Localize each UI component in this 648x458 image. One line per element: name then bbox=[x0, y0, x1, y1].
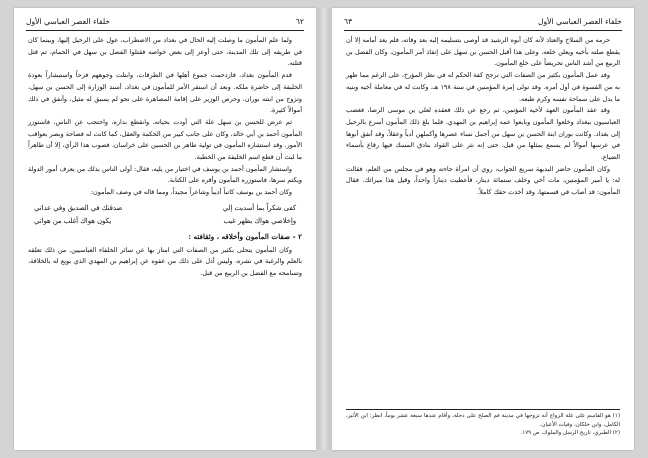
footnote: (٢) الطبري، تاريخ الرسل والملوك، ص ١٧٩. bbox=[520, 430, 620, 437]
paragraph: وقد عمل المأمون بكثير من الصفات التي ترجح كفة الحكم له في نظر المؤرخ، على الرغم مما ظهر به من القسوة في أول أمره. وقد تولى إمرة المؤمنين في سنة ١٩٨ هـ، وكانت له في معاملة أخيه وبنيه ما يدل على سماحة نفسه وكرم طبعه. bbox=[346, 71, 620, 103]
paragraph: قدم المأمون بغداد، فازدحمت جموع أهلها في الطرقات، وابتلت وجوههم فرحاً واستبشاراً بعودة الخليفة إلى حاضرة ملكه. وبعد أن استقر الأمر للمأمون في بغداد، أسند الوزارة إلى الحسن بن سهل، وتزوج من ابنته بوران. وحرص الوزير على إقامة المصاهرة على نحو لم يسبق له مثيل، وأنفق في ذلك أموالاً كثيرة. bbox=[28, 71, 302, 115]
running-title: خلفاء العصر العباسي الأول bbox=[537, 17, 622, 26]
page-body bbox=[28, 35, 302, 434]
page-body bbox=[346, 35, 620, 388]
paragraph: وكان المأمون يتحلى بكثير من الصفات التي امتاز بها عن سائر الخلفاء العباسيين. من ذلك تعلقه بالعلم والرغبة في نشره. وليس أدل على ذلك من عفوه عن إبراهيم بن المهدي الذي بويع له بالخلافة، وتسامحه مع الفضل بن الربيع من قبل. bbox=[28, 245, 302, 277]
running-title: خلفاء العصر العباسي الأول bbox=[26, 17, 111, 26]
page-number: ٦٢ bbox=[295, 17, 304, 26]
verse-hemistich: صدقتك في الصديق وفي عداتي bbox=[34, 203, 123, 212]
section-heading: ٢ - صفات المأمون وأخلاقه ، وثقافته : bbox=[188, 231, 302, 241]
page-header bbox=[26, 16, 304, 31]
verse-hemistich: وإخلاصي هواك بظهر غيب bbox=[223, 216, 296, 225]
paragraph: وقد عقد المأمون العهد لأخيه المؤتمن، ثم رجع عن ذلك فعقده لعلي بن موسى الرضا، فغضب العباسيون ببغداد وخلعوا المأمون وبايعوا عمه إبراهيم بن المهدي، فلما بلغ ذلك المأمون أسرع بالرحيل إلى بغداد. وكانت بوران ابنة الحسن بن سهل من أجمل نساء عصرها وأكملهن أدباً وعقلاً، وقد أنفق أبوها في عرسها أموالاً لم يسمع بمثلها من قبل، حتى إنه نثر على القواد بنادق المسك فيها رقاع بأسماء الضياع. bbox=[346, 106, 620, 162]
poem-verse bbox=[28, 202, 302, 215]
footnotes bbox=[346, 409, 620, 438]
page-number: ٦٣ bbox=[344, 17, 353, 26]
paragraph: ولما علم المأمون ما وصلت إليه الحال في بغداد من الاضطراب، عول على الرحيل إليها، وبينما كان في طريقه إلى تلك المدينة، حتى أوعز إلى بعض خواصه فقتلوا الفضل بن سهل في الحمام، ثم قتل قتلته. bbox=[28, 36, 302, 68]
paragraph: ثم عرض للحسن بن سهل علة التي أودت بحياته، وانقطع بداره، واحتجب عن الناس، فاستوزر المأمون أحمد بن أبي خالد، وكان على جانب كبير من الحكمة والعقل، كما كانت له فصاحة وبصر بعواقب الأمور. وقد استشاره المأمون في تولية طاهر بن الحسين على خراسان، فصوب هذا الرأي، إلا أن طاهراً ما لبث أن قطع اسم الخليفة من الخطبة. bbox=[28, 117, 302, 162]
verse-hemistich: يكون هواك أغلب من هواتي bbox=[34, 216, 112, 225]
poem bbox=[28, 202, 302, 228]
left-page bbox=[14, 8, 316, 450]
book-spine bbox=[318, 8, 330, 450]
footnote: (١) هو القاسم على علة الزواج أنه تزوجها في مدينة فم الصلح على دجلة، وأقام عندها سبعة عشر يوماً، انظر: ابن الأثير، الكامل، وابن خلكان، وفيات الأعيان. bbox=[346, 413, 620, 428]
paragraph: وكان أحمد بن يوسف كاتباً أديباً وشاعراً مجيداً، ومما قاله في وصف المأمون: bbox=[90, 188, 292, 197]
right-page bbox=[332, 8, 634, 450]
page-header bbox=[344, 16, 622, 31]
paragraph: وكان المأمون حاضر البديهة سريع الجواب، روي أن امرأة جاءته وهو في مجلس من العلم، فقالت له: يا أمير المؤمنين، مات أخي وخلف ستمائة دينار، فأعطيت ديناراً واحداً، وقيل هذا ميراثك. فقال المأمون: قد أصاب في قسمتها، وقد أخذت حقك كاملاً. bbox=[346, 164, 620, 197]
paragraph: واستشار المأمون أحمد بن يوسف في اختيار من يليه، فقال: أولى الناس بذلك من يعرف أمور الدولة ويكتم سرها، فاستوزره المأمون وأقره على الكتابة. bbox=[28, 164, 302, 185]
poem-verse bbox=[28, 215, 302, 228]
verse-hemistich: كفى شكراً بما أسديت إلي bbox=[222, 203, 296, 212]
paragraph: حرمه من السلاح والعتاد لأنه كان أبوه الرشيد قد أوصى بتسليمه إليه بعد وفاته، فلم يعد أمامه إلا أن يقطع صلته بأخيه ويعلن خلعه. وعلى هذا أقبل الحسن بن سهل على إنفاذ أمر المأمون، وكان الفضل بن الربيع من أشد الناس تحريضاً على خلع المأمون. bbox=[346, 36, 620, 68]
